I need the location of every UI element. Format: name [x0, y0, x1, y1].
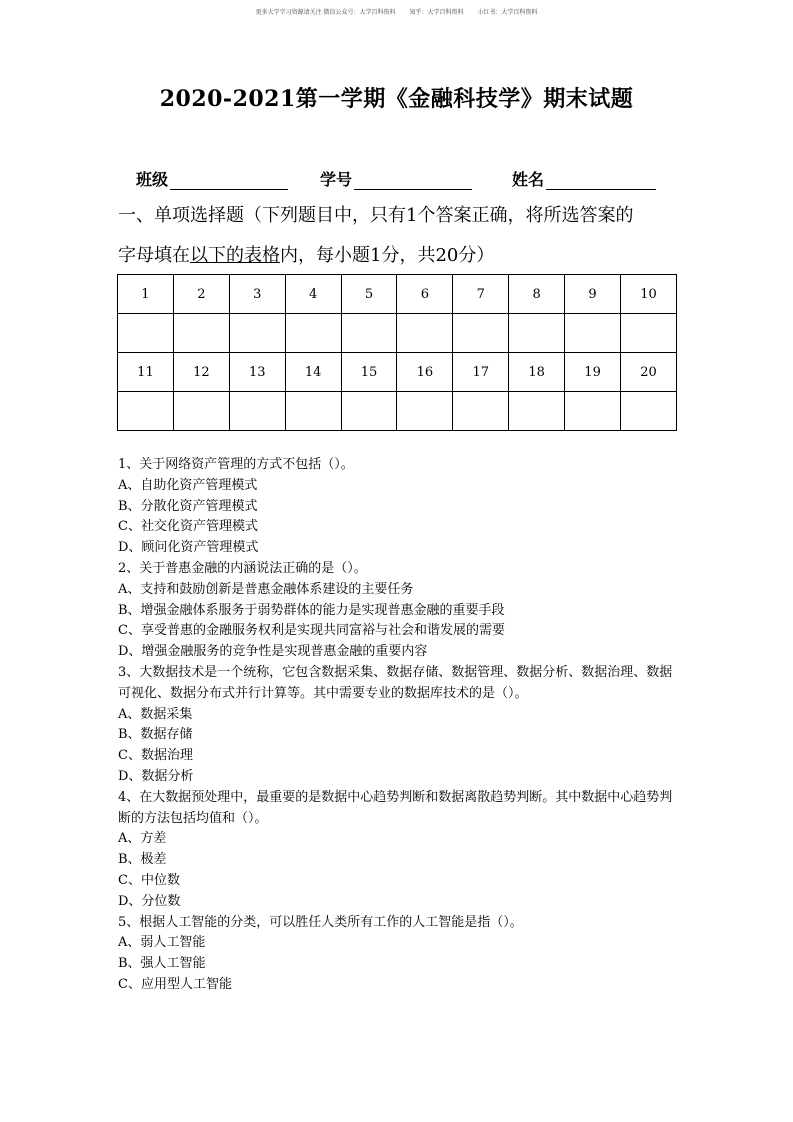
question-3-option-b: B、数据存储	[118, 727, 193, 743]
section-heading-line1: 一、单项选择题（下列题目中，只有1个答案正确，将所选答案的	[118, 205, 634, 226]
answer-cell[interactable]	[509, 314, 565, 353]
section-heading	[118, 196, 678, 276]
header-note-wechat: 更多大学学习资源请关注 微信公众号：大学百科资料	[255, 9, 396, 16]
answer-cell[interactable]	[173, 314, 229, 353]
student-id-label: 学号	[320, 170, 353, 189]
answer-cell[interactable]	[509, 392, 565, 431]
question-3-option-d: D、数据分析	[118, 768, 194, 784]
page-title: 2020-2021第一学期《金融科技学》期末试题	[159, 86, 634, 112]
question-2-option-a: A、支持和鼓励创新是普惠金融体系建设的主要任务	[118, 581, 414, 597]
question-1-option-d: D、顾问化资产管理模式	[118, 540, 259, 556]
student-id-field	[320, 167, 472, 190]
answer-cell[interactable]	[565, 392, 621, 431]
question-number-cell: 15	[341, 353, 397, 392]
question-list	[118, 455, 684, 996]
question-number-cell: 11	[118, 353, 174, 392]
answer-cell[interactable]	[341, 392, 397, 431]
answer-cell[interactable]	[397, 314, 453, 353]
question-number-cell: 19	[565, 353, 621, 392]
class-blank-line[interactable]	[170, 171, 288, 190]
student-id-blank-line[interactable]	[354, 171, 472, 190]
name-label: 姓名	[512, 170, 545, 189]
question-number-cell: 10	[621, 275, 677, 314]
question-number-cell: 17	[453, 353, 509, 392]
question-1-option-b: B、分散化资产管理模式	[118, 498, 258, 514]
question-number-cell: 8	[509, 275, 565, 314]
question-4-option-b: B、极差	[118, 852, 167, 868]
class-label: 班级	[136, 170, 169, 189]
answer-cell[interactable]	[173, 392, 229, 431]
question-1-stem: 1、关于网络资产管理的方式不包括（）。	[118, 457, 354, 472]
header-note-xiaohongshu: 小红书：大学百科资料	[477, 9, 538, 16]
question-5-option-b: B、强人工智能	[118, 956, 206, 972]
section-heading-suffix: 内，每小题1分，共20分）	[280, 245, 495, 266]
question-number-cell: 2	[173, 275, 229, 314]
question-number-cell: 20	[621, 353, 677, 392]
question-3-stem: 3、大数据技术是一个统称，它包含数据采集、数据存储、数据管理、数据分析、数据治理、数据可视化、数据分布式并行计算等。其中需要专业的数据库技术的是（）。	[118, 664, 673, 701]
question-3-option-c: C、数据治理	[118, 748, 193, 764]
question-5-stem: 5、根据人工智能的分类，可以胜任人类所有工作的人工智能是指（）。	[118, 914, 523, 930]
question-2-option-d: D、增强金融服务的竞争性是实现普惠金融的重要内容	[118, 644, 428, 660]
question-number-cell: 7	[453, 275, 509, 314]
answer-table-answer-row-1	[118, 314, 677, 353]
section-heading-prefix: 字母填在	[118, 245, 190, 266]
question-number-cell: 13	[229, 353, 285, 392]
question-4-option-d: D、分位数	[118, 893, 181, 909]
answer-cell[interactable]	[397, 392, 453, 431]
question-2-option-c: C、享受普惠的金融服务权利是实现共同富裕与社会和谐发展的需要	[118, 623, 505, 639]
answer-table	[117, 274, 677, 431]
answer-cell[interactable]	[565, 314, 621, 353]
question-number-cell: 4	[285, 275, 341, 314]
answer-cell[interactable]	[453, 392, 509, 431]
question-4-option-c: C、中位数	[118, 872, 180, 888]
question-number-cell: 9	[565, 275, 621, 314]
name-field	[512, 167, 656, 190]
answer-cell[interactable]	[229, 314, 285, 353]
question-2-option-b: B、增强金融体系服务于弱势群体的能力是实现普惠金融的重要手段	[118, 602, 505, 618]
question-number-cell: 12	[173, 353, 229, 392]
answer-cell[interactable]	[285, 314, 341, 353]
question-1-option-c: C、社交化资产管理模式	[118, 519, 258, 535]
answer-cell[interactable]	[453, 314, 509, 353]
section-heading-line2	[118, 236, 678, 276]
question-number-cell: 3	[229, 275, 285, 314]
question-number-cell: 16	[397, 353, 453, 392]
question-3-option-a: A、数据采集	[118, 706, 193, 722]
question-number-cell: 1	[118, 275, 174, 314]
question-2-stem: 2、关于普惠金融的内涵说法正确的是（）。	[118, 560, 367, 576]
answer-table-answer-row-2	[118, 392, 677, 431]
question-4-stem: 4、在大数据预处理中，最重要的是数据中心趋势判断和数据离散趋势判断。其中数据中心趋势判断的方法包括均值和（）。	[118, 789, 673, 826]
header-note-zhihu: 知乎：大学百科资料	[409, 9, 464, 16]
answer-cell[interactable]	[118, 392, 174, 431]
question-4-option-a: A、方差	[118, 831, 167, 847]
answer-table-number-row-2	[118, 353, 677, 392]
name-blank-line[interactable]	[546, 171, 656, 190]
question-number-cell: 14	[285, 353, 341, 392]
question-5-option-a: A、弱人工智能	[118, 935, 206, 951]
question-number-cell: 5	[341, 275, 397, 314]
question-5-option-c: C、应用型人工智能	[118, 976, 232, 992]
answer-cell[interactable]	[621, 314, 677, 353]
class-field	[136, 167, 288, 190]
answer-cell[interactable]	[341, 314, 397, 353]
answer-table-number-row-1	[118, 275, 677, 314]
question-1-option-a: A、自助化资产管理模式	[118, 477, 258, 493]
question-number-cell: 6	[397, 275, 453, 314]
answer-cell[interactable]	[621, 392, 677, 431]
student-info-row	[136, 167, 696, 193]
question-number-cell: 18	[509, 353, 565, 392]
answer-cell[interactable]	[118, 314, 174, 353]
section-heading-underlined: 以下的表格	[190, 245, 280, 266]
answer-cell[interactable]	[285, 392, 341, 431]
answer-cell[interactable]	[229, 392, 285, 431]
header-note	[0, 7, 793, 16]
